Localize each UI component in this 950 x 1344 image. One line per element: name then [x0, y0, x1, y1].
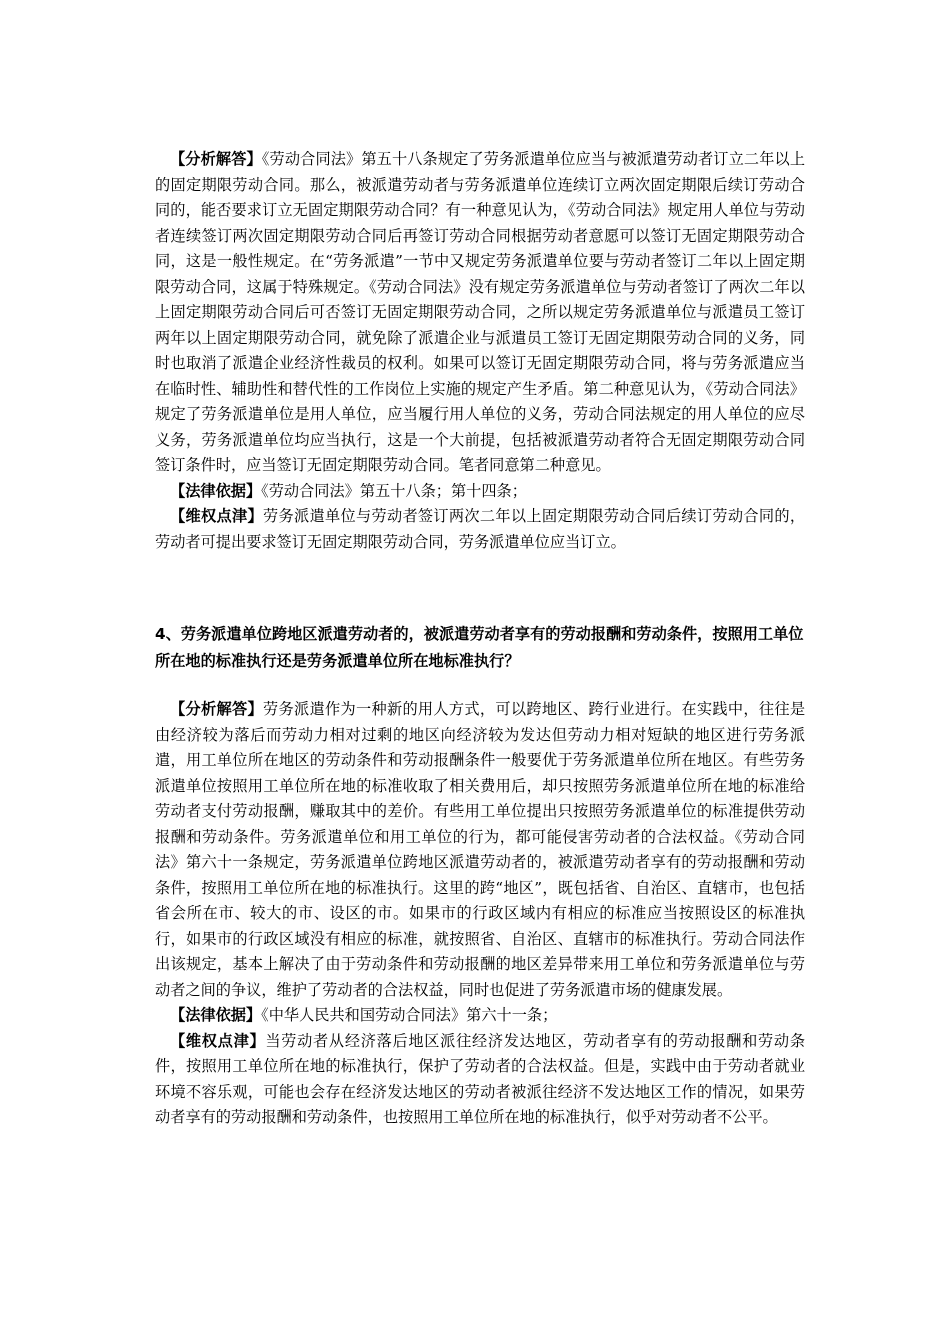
- section-3-answer: [155, 147, 805, 555]
- legal-basis-text: 《中华人民共和国劳动合同法》第六十一条；: [261, 1006, 558, 1024]
- rights-tips-paragraph: [155, 1029, 805, 1131]
- analysis-paragraph: [155, 697, 805, 1003]
- legal-basis-paragraph: [155, 1003, 805, 1029]
- question-heading: 4、劳务派遣单位跨地区派遣劳动者的，被派遣劳动者享有的劳动报酬和劳动条件，按照用工单位所在地的标准执行还是劳务派遣单位所在地标准执行？: [155, 625, 804, 670]
- analysis-text: 劳务派遣作为一种新的用人方式，可以跨地区、跨行业进行。在实践中，往往是由经济较为落后而劳动力相对过剩的地区向经济较为发达但劳动力相对短缺的地区进行劳务派遣，用工单位所在地区的劳动条件和劳动报酬条件一般要优于劳务派遣单位所在地区。有些劳务派遣单位按照用工单位所在地的标准收取了相关费用后，却只按照劳务派遣单位所在地的标准给劳动者支付劳动报酬，赚取其中的差价。有些用工单位提出只按照劳务派遣单位的标准提供劳动报酬和劳动条件。劳务派遣单位和用工单位的行为，都可能侵害劳动者的合法权益。《劳动合同法》第六十一条规定，劳务派遣单位跨地区派遣劳动者的，被派遣劳动者享有的劳动报酬和劳动条件，按照用工单位所在地的标准执行。这里的跨“地区”，既包括省、自治区、直辖市，也包括省会所在市、较大的市、设区的市。如果市的行政区域内有相应的标准应当按照设区的标准执行，如果市的行政区域没有相应的标准，就按照省、自治区、直辖市的标准执行。劳动合同法作出该规定，基本上解决了由于劳动条件和劳动报酬的地区差异带来用工单位和劳务派遣单位与劳动者之间的争议，维护了劳动者的合法权益，同时也促进了劳务派遣市场的健康发展。: [155, 700, 806, 999]
- analysis-text: 《劳动合同法》第五十八条规定了劳务派遣单位应当与被派遣劳动者订立二年以上的固定期限劳动合同。那么，被派遣劳动者与劳务派遣单位连续订立两次固定期限后续订劳动合同的，能否要求订立无固定期限劳动合同？有一种意见认为，《劳动合同法》规定用人单位与劳动者连续签订两次固定期限劳动合同后再签订劳动合同根据劳动者意愿可以签订无固定期限劳动合同，这是一般性规定。在“劳务派遣”一节中又规定劳务派遣单位要与劳动者签订二年以上固定期限劳动合同，这属于特殊规定。《劳动合同法》没有规定劳务派遣单位与劳动者签订了两次二年以上固定期限劳动合同后可否签订无固定期限劳动合同，之所以规定劳务派遣单位与派遣员工签订两年以上固定期限劳动合同，就免除了派遣企业与派遣员工签订无固定期限劳动合同的义务，同时也取消了派遣企业经济性裁员的权利。如果可以签订无固定期限劳动合同，将与劳务派遣应当在临时性、辅助性和替代性的工作岗位上实施的规定产生矛盾。第二种意见认为，《劳动合同法》规定了劳务派遣单位是用人单位，应当履行用人单位的义务，劳动合同法规定的用人单位的应尽义务，劳务派遣单位均应当执行，这是一个大前提，包括被派遣劳动者符合无固定期限劳动合同签订条件时，应当签订无固定期限劳动合同。笔者同意第二种意见。: [155, 150, 806, 474]
- rights-tips-tag: 【维权点津】: [170, 1031, 266, 1050]
- analysis-tag: 【分析解答】: [170, 700, 263, 718]
- analysis-paragraph: [155, 147, 805, 479]
- rights-tips-text: 当劳动者从经济落后地区派往经济发达地区，劳动者享有的劳动报酬和劳动条件，按照用工单位所在地的标准执行，保护了劳动者的合法权益。但是，实践中由于劳动者就业环境不容乐观，可能也会存在经济发达地区的劳动者被派往经济不发达地区工作的情况，如果劳动者享有的劳动报酬和劳动条件，也按照用工单位所在地的标准执行，似乎对劳动者不公平。: [155, 1031, 806, 1126]
- rights-tips-tag: 【维权点津】: [170, 507, 263, 525]
- legal-basis-paragraph: [155, 479, 805, 505]
- legal-basis-tag: 【法律依据】: [170, 1006, 262, 1024]
- section-4-heading-block: [155, 621, 805, 675]
- legal-basis-text: 《劳动合同法》第五十八条；第十四条；: [261, 481, 527, 500]
- section-4-answer: [155, 697, 805, 1131]
- rights-tips-text: 劳务派遣单位与劳动者签订两次二年以上固定期限劳动合同后续订劳动合同的，劳动者可提出要求签订无固定期限劳动合同，劳务派遣单位应当订立。: [155, 507, 806, 551]
- analysis-tag: 【分析解答】: [170, 150, 262, 168]
- legal-basis-tag: 【法律依据】: [170, 481, 262, 500]
- rights-tips-paragraph: [155, 504, 805, 555]
